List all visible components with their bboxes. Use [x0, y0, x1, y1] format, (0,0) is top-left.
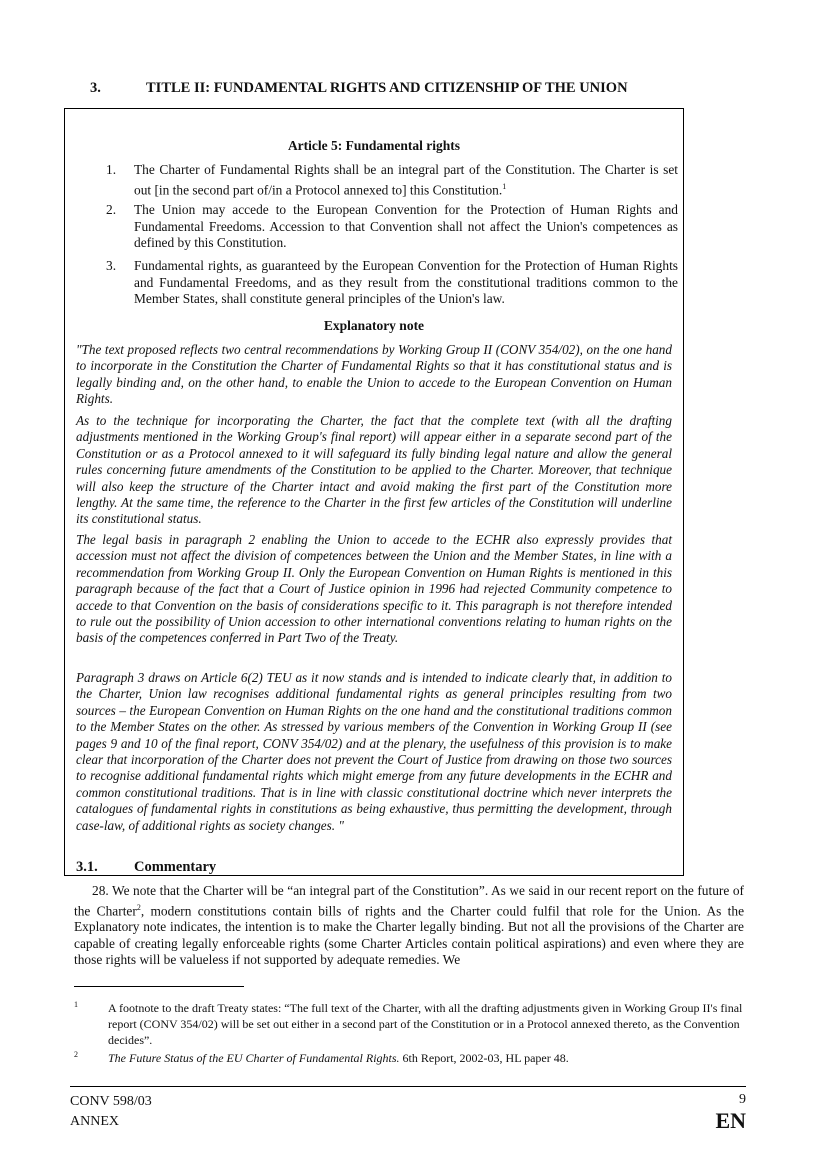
item-text: The Charter of Fundamental Rights shall be an integral part of the Constitution. The Charter is set out [in the second part of/in a Protocol annexed to] this Constitution. — [134, 162, 678, 197]
commentary-text: 28. We note that the Charter will be “an integral part of the Constitution”. As we said in our recent report on the future of the Charter — [74, 883, 744, 918]
language-code: EN — [715, 1108, 746, 1133]
footer-left — [70, 1092, 152, 1132]
article-item — [106, 258, 678, 308]
annex-label: ANNEX — [70, 1114, 119, 1129]
document-reference: CONV 598/03 — [70, 1094, 152, 1109]
footnote-mark: 2 — [74, 1050, 78, 1059]
section-title: TITLE II: FUNDAMENTAL RIGHTS AND CITIZENSHIP OF THE UNION — [146, 80, 628, 96]
page-number: 9 — [739, 1092, 746, 1107]
footnote-ref: 1 — [502, 181, 507, 191]
section-number: 3. — [90, 80, 101, 96]
footnote-title: The Future Status of the EU Charter of Fundamental Rights. — [108, 1051, 400, 1065]
footnote-separator — [74, 986, 244, 987]
explanatory-paragraph: "The text proposed reflects two central recommendations by Working Group II (CONV 354/02), on the one hand to incorporate in the Constitution the Charter of Fundamental Rights so that it has constitutional status and is legally binding and, on the other hand, to enable the Union to accede to the European Convention on Human Rights. — [76, 342, 672, 407]
footer-rule — [70, 1086, 746, 1087]
commentary-paragraph — [74, 883, 744, 969]
commentary-text: , modern constitutions contain bills of rights and the Charter could fulfil that role for the Union. As the Explanatory note indicates, the intention is to make the Charter legally binding. But not all the provisions of the Charter are capable of creating legally enforceable rights (some Charter Articles contain political aspirations) and even where they are those rights will be valueless if not supported by adequate remedies. We — [74, 902, 745, 968]
section-heading — [90, 80, 628, 97]
subsection-number: 3.1. — [76, 859, 98, 875]
footnote — [74, 1050, 744, 1066]
footnote-text: 6th Report, 2002-03, HL paper 48. — [399, 1051, 569, 1065]
explanatory-heading: Explanatory note — [323, 318, 425, 333]
article-item — [106, 202, 678, 252]
footnote-text: A footnote to the draft Treaty states: “The full text of the Charter, with all the drafting adjustments given in Working Group II's final report (CONV 354/02) will be set out either in a second part of the Constitution or in a Protocol annexed thereto, as the Convention decides”. — [108, 1001, 743, 1048]
footnote-mark: 1 — [74, 1000, 78, 1009]
footnote — [74, 1000, 744, 1049]
item-text: Fundamental rights, as guaranteed by the European Convention for the Protection of Human Rights and Fundamental Freedoms, and as they result from the constitutional traditions common to the Member States, shall constitute general principles of the Union's law. — [134, 258, 678, 306]
item-text: The Union may accede to the European Convention for the Protection of Human Rights and Fundamental Freedoms. Accession to that Convention shall not affect the Union's competences as defined by this Constitution. — [134, 202, 678, 250]
subsection-heading — [76, 859, 216, 876]
item-number: 2. — [106, 202, 117, 217]
item-number: 1. — [106, 162, 117, 177]
explanatory-paragraph: Paragraph 3 draws on Article 6(2) TEU as it now stands and is intended to indicate clearly that, in addition to the Charter, Union law recognises additional fundamental rights as general principles resulting from two sources – the European Convention on Human Rights on the one hand and the constitutional traditions common to the Member States on the other. As stressed by various members of the Convention in Working Group II (see pages 9 and 10 of the final report, CONV 354/02) and at the plenary, the usefulness of this provision is to make clear that incorporation of the Charter does not prevent the Court of Justice from drawing on those two sources to recognise additional fundamental rights which might emerge from any future developments in the ECHR and common constitutional traditions. That is in line with classic constitutional doctrine which never interprets the catalogues of fundamental rights in constitutions as being exhaustive, thus permitting the development, through case-law, of additional rights as society changes. " — [76, 670, 672, 833]
article-heading: Article 5: Fundamental rights — [287, 138, 461, 153]
footnote-ref: 2 — [136, 902, 141, 912]
explanatory-paragraph: The legal basis in paragraph 2 enabling the Union to accede to the ECHR also expressly provides that accession must not affect the division of competences between the Union and the Member States, in line with a recommendation from Working Group II. Only the European Convention on Human Rights is mentioned in this paragraph because of the fact that a Court of Justice opinion in 1996 had rejected Community competence to accede to that Convention on the basis of considerations specific to it. This paragraph is not therefore intended to rule out the possibility of Union accession to other international conventions relating to human rights on the basis of the competences conferred in Part Two of the Treaty. — [76, 532, 672, 646]
explanatory-paragraph: As to the technique for incorporating the Charter, the fact that the complete text (with all the drafting adjustments mentioned in the Working Group's final report) will appear either in a separate second part of the Constitution or as a Protocol annexed to it will safeguard its fully binding legal nature and allow the general rules concerning future amendments of the Constitution to be applied to the Charter. Moreover, that technique will also keep the structure of the Charter intact and avoid making the first part of the Constitution more lengthy. At the same time, the reference to the Charter in the first few articles of the Constitution will underline its constitutional status. — [76, 413, 672, 527]
subsection-title: Commentary — [134, 859, 217, 875]
item-number: 3. — [106, 258, 117, 273]
article-item — [106, 162, 678, 198]
